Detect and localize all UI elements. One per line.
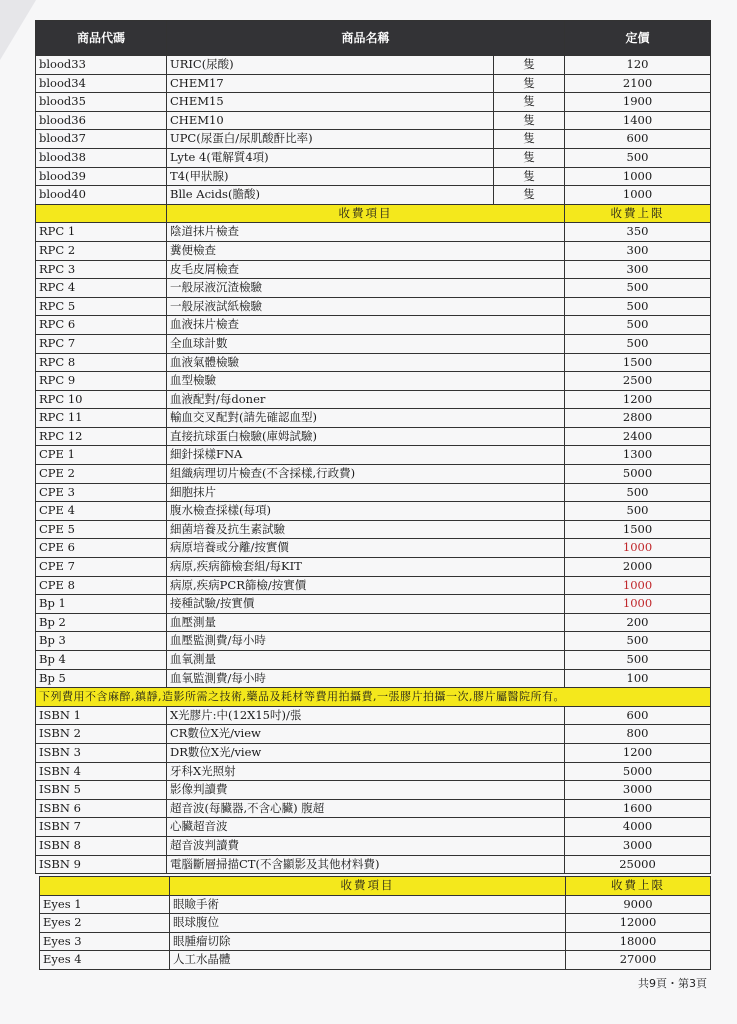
item-name: 血壓監測費/每小時 xyxy=(167,632,565,651)
item-code: RPC 8 xyxy=(36,353,167,372)
table-row xyxy=(36,353,711,372)
item-code: Bp 4 xyxy=(36,651,167,670)
item-price: 18000 xyxy=(566,932,711,951)
item-name: CR數位X光/view xyxy=(167,725,565,744)
item-name: CHEM10 xyxy=(167,111,494,130)
item-name: 血壓測量 xyxy=(167,613,565,632)
table-row xyxy=(36,334,711,353)
section-header-blank xyxy=(40,877,170,896)
table-row xyxy=(36,632,711,651)
item-price: 2400 xyxy=(565,427,711,446)
item-code: CPE 8 xyxy=(36,576,167,595)
table-row xyxy=(36,762,711,781)
item-price: 1600 xyxy=(565,799,711,818)
item-name: 超音波判讀費 xyxy=(167,836,565,855)
item-price: 800 xyxy=(565,725,711,744)
item-name: 人工水晶體 xyxy=(170,951,566,970)
item-code: RPC 3 xyxy=(36,260,167,279)
eyes-table xyxy=(39,876,711,970)
item-price: 1400 xyxy=(565,111,711,130)
item-unit: 隻 xyxy=(494,148,565,167)
item-code: CPE 2 xyxy=(36,465,167,484)
table-row xyxy=(36,706,711,725)
item-price: 600 xyxy=(565,130,711,149)
item-name: 心臟超音波 xyxy=(167,818,565,837)
item-price: 500 xyxy=(565,334,711,353)
item-price: 1000 xyxy=(565,576,711,595)
item-price: 2500 xyxy=(565,372,711,391)
item-price: 1000 xyxy=(565,595,711,614)
item-name: 牙科X光照射 xyxy=(167,762,565,781)
item-code: blood35 xyxy=(36,93,167,112)
item-price: 2800 xyxy=(565,409,711,428)
item-code: blood40 xyxy=(36,186,167,205)
item-name: 血液抹片檢查 xyxy=(167,316,565,335)
item-name: 一般尿液試紙檢驗 xyxy=(167,297,565,316)
item-code: blood34 xyxy=(36,74,167,93)
table-row xyxy=(36,223,711,242)
notice-row xyxy=(36,688,711,707)
item-price: 500 xyxy=(565,632,711,651)
item-price: 1500 xyxy=(565,520,711,539)
item-name: 血液氣體檢驗 xyxy=(167,353,565,372)
item-code: Eyes 3 xyxy=(40,932,170,951)
item-unit: 隻 xyxy=(494,130,565,149)
item-name: 細針採樣FNA xyxy=(167,446,565,465)
item-price: 3000 xyxy=(565,781,711,800)
item-name: 陰道抹片檢查 xyxy=(167,223,565,242)
table-row xyxy=(36,781,711,800)
table-row xyxy=(36,799,711,818)
table-row xyxy=(36,56,711,75)
table-row xyxy=(36,148,711,167)
table-row xyxy=(36,818,711,837)
item-price: 350 xyxy=(565,223,711,242)
item-name: 病原,疾病篩檢套組/每KIT xyxy=(167,558,565,577)
item-code: blood39 xyxy=(36,167,167,186)
item-name: 一般尿液沉渣檢驗 xyxy=(167,279,565,298)
item-name: 直接抗球蛋白檢驗(庫姆試驗) xyxy=(167,427,565,446)
page-footer: 共9頁・第3頁 xyxy=(638,977,707,990)
item-code: CPE 3 xyxy=(36,483,167,502)
item-code: blood38 xyxy=(36,148,167,167)
item-name: 血型檢驗 xyxy=(167,372,565,391)
item-price: 25000 xyxy=(565,855,711,874)
item-unit: 隻 xyxy=(494,74,565,93)
item-name: 眼腫瘤切除 xyxy=(170,932,566,951)
table-row xyxy=(36,74,711,93)
item-name: 細胞抹片 xyxy=(167,483,565,502)
header-price: 定價 xyxy=(565,21,711,56)
item-code: RPC 1 xyxy=(36,223,167,242)
section-header-blank xyxy=(36,204,167,223)
item-name: 影像判讀費 xyxy=(167,781,565,800)
item-code: RPC 9 xyxy=(36,372,167,391)
item-price: 500 xyxy=(565,148,711,167)
table-row xyxy=(36,725,711,744)
table-row xyxy=(36,260,711,279)
item-code: ISBN 5 xyxy=(36,781,167,800)
table-row xyxy=(36,372,711,391)
item-name: 皮毛皮屑檢查 xyxy=(167,260,565,279)
section-header-item: 收費項目 xyxy=(167,204,565,223)
item-unit: 隻 xyxy=(494,111,565,130)
item-price: 600 xyxy=(565,706,711,725)
item-name: 電腦斷層掃描CT(不含顯影及其他材料費) xyxy=(167,855,565,874)
item-name: 血液配對/每doner xyxy=(167,390,565,409)
item-name: 組織病理切片檢查(不含採樣,行政費) xyxy=(167,465,565,484)
table-header-row xyxy=(36,21,711,56)
table-row xyxy=(36,279,711,298)
table-row xyxy=(36,539,711,558)
item-code: RPC 10 xyxy=(36,390,167,409)
item-code: Eyes 1 xyxy=(40,895,170,914)
item-name: CHEM17 xyxy=(167,74,494,93)
item-price: 1200 xyxy=(565,743,711,762)
item-price: 300 xyxy=(565,260,711,279)
item-code: blood33 xyxy=(36,56,167,75)
table-row xyxy=(36,93,711,112)
item-code: blood37 xyxy=(36,130,167,149)
item-code: Eyes 2 xyxy=(40,914,170,933)
table-row xyxy=(36,390,711,409)
item-price: 27000 xyxy=(566,951,711,970)
item-code: RPC 7 xyxy=(36,334,167,353)
table-row xyxy=(36,669,711,688)
item-name: 細菌培養及抗生素試驗 xyxy=(167,520,565,539)
item-price: 100 xyxy=(565,669,711,688)
table-row xyxy=(36,167,711,186)
item-price: 300 xyxy=(565,241,711,260)
item-price: 500 xyxy=(565,502,711,521)
table-row xyxy=(40,951,711,970)
item-code: RPC 11 xyxy=(36,409,167,428)
item-name: 病原培養或分離/按實價 xyxy=(167,539,565,558)
notice-text: 下列費用不含麻醉,鎮靜,造影所需之技術,藥品及耗材等費用拍攝費,一張膠片拍攝一次,膠片屬醫院所有。 xyxy=(36,688,711,707)
item-code: Bp 3 xyxy=(36,632,167,651)
item-name: 眼瞼手術 xyxy=(170,895,566,914)
item-price: 1900 xyxy=(565,93,711,112)
header-code: 商品代碼 xyxy=(36,21,167,56)
item-code: ISBN 7 xyxy=(36,818,167,837)
price-table xyxy=(35,20,711,874)
item-code: Bp 2 xyxy=(36,613,167,632)
item-price: 1000 xyxy=(565,167,711,186)
item-code: CPE 5 xyxy=(36,520,167,539)
item-name: Lyte 4(電解質4項) xyxy=(167,148,494,167)
item-price: 500 xyxy=(565,651,711,670)
item-code: blood36 xyxy=(36,111,167,130)
item-price: 1000 xyxy=(565,539,711,558)
item-name: 全血球計數 xyxy=(167,334,565,353)
item-code: ISBN 3 xyxy=(36,743,167,762)
item-price: 500 xyxy=(565,483,711,502)
item-code: Eyes 4 xyxy=(40,951,170,970)
table-row xyxy=(36,576,711,595)
table-row xyxy=(36,855,711,874)
item-price: 1300 xyxy=(565,446,711,465)
item-price: 2100 xyxy=(565,74,711,93)
item-code: CPE 6 xyxy=(36,539,167,558)
item-name: URIC(尿酸) xyxy=(167,56,494,75)
table-row xyxy=(40,932,711,951)
item-name: UPC(尿蛋白/尿肌酸酐比率) xyxy=(167,130,494,149)
item-name: DR數位X光/view xyxy=(167,743,565,762)
item-code: ISBN 9 xyxy=(36,855,167,874)
item-name: 輸血交叉配對(請先確認血型) xyxy=(167,409,565,428)
item-code: RPC 4 xyxy=(36,279,167,298)
section-header-limit: 收費上限 xyxy=(565,204,711,223)
table-row xyxy=(36,613,711,632)
table-row xyxy=(36,502,711,521)
item-unit: 隻 xyxy=(494,167,565,186)
item-name: 接種試驗/按實價 xyxy=(167,595,565,614)
item-name: 糞便檢查 xyxy=(167,241,565,260)
item-unit: 隻 xyxy=(494,93,565,112)
table-row xyxy=(36,297,711,316)
item-code: RPC 5 xyxy=(36,297,167,316)
item-price: 9000 xyxy=(566,895,711,914)
section-header-item: 收費項目 xyxy=(170,877,566,896)
item-price: 500 xyxy=(565,316,711,335)
item-name: 血氧測量 xyxy=(167,651,565,670)
item-unit: 隻 xyxy=(494,56,565,75)
table-row xyxy=(36,743,711,762)
table-row xyxy=(36,483,711,502)
item-name: T4(甲狀腺) xyxy=(167,167,494,186)
item-name: X光膠片:中(12X15吋)/張 xyxy=(167,706,565,725)
item-code: CPE 4 xyxy=(36,502,167,521)
item-price: 2000 xyxy=(565,558,711,577)
item-unit: 隻 xyxy=(494,186,565,205)
item-price: 500 xyxy=(565,279,711,298)
item-price: 1000 xyxy=(565,186,711,205)
item-price: 500 xyxy=(565,297,711,316)
item-code: ISBN 1 xyxy=(36,706,167,725)
page-fold-corner xyxy=(0,0,36,60)
table-row xyxy=(36,241,711,260)
section-header-row xyxy=(36,204,711,223)
table-row xyxy=(36,316,711,335)
item-code: ISBN 6 xyxy=(36,799,167,818)
item-price: 1500 xyxy=(565,353,711,372)
section-header-row xyxy=(40,877,711,896)
item-name: 血氧監測費/每小時 xyxy=(167,669,565,688)
table-row xyxy=(36,595,711,614)
item-code: Bp 1 xyxy=(36,595,167,614)
item-code: CPE 7 xyxy=(36,558,167,577)
table-row xyxy=(36,130,711,149)
item-code: ISBN 4 xyxy=(36,762,167,781)
table-row xyxy=(36,186,711,205)
item-code: RPC 12 xyxy=(36,427,167,446)
table-row xyxy=(40,914,711,933)
header-name: 商品名稱 xyxy=(167,21,565,56)
item-price: 5000 xyxy=(565,465,711,484)
item-name: Blle Acids(膽酸) xyxy=(167,186,494,205)
item-name: 病原,疾病PCR篩檢/按實價 xyxy=(167,576,565,595)
table-row xyxy=(36,836,711,855)
item-name: CHEM15 xyxy=(167,93,494,112)
table-row xyxy=(36,409,711,428)
item-code: CPE 1 xyxy=(36,446,167,465)
table-row xyxy=(36,520,711,539)
table-row xyxy=(36,465,711,484)
section-header-limit: 收費上限 xyxy=(566,877,711,896)
table-row xyxy=(36,427,711,446)
item-code: Bp 5 xyxy=(36,669,167,688)
table-row xyxy=(36,558,711,577)
item-price: 3000 xyxy=(565,836,711,855)
item-price: 200 xyxy=(565,613,711,632)
item-price: 5000 xyxy=(565,762,711,781)
item-code: RPC 2 xyxy=(36,241,167,260)
item-price: 1200 xyxy=(565,390,711,409)
table-row xyxy=(36,651,711,670)
item-name: 腹水檢查採樣(每項) xyxy=(167,502,565,521)
item-name: 眼球腹位 xyxy=(170,914,566,933)
table-row xyxy=(36,111,711,130)
item-code: ISBN 2 xyxy=(36,725,167,744)
item-code: ISBN 8 xyxy=(36,836,167,855)
table-row xyxy=(36,446,711,465)
item-price: 120 xyxy=(565,56,711,75)
item-price: 12000 xyxy=(566,914,711,933)
item-code: RPC 6 xyxy=(36,316,167,335)
table-row xyxy=(40,895,711,914)
item-price: 4000 xyxy=(565,818,711,837)
item-name: 超音波(每臟器,不含心臟) 腹超 xyxy=(167,799,565,818)
